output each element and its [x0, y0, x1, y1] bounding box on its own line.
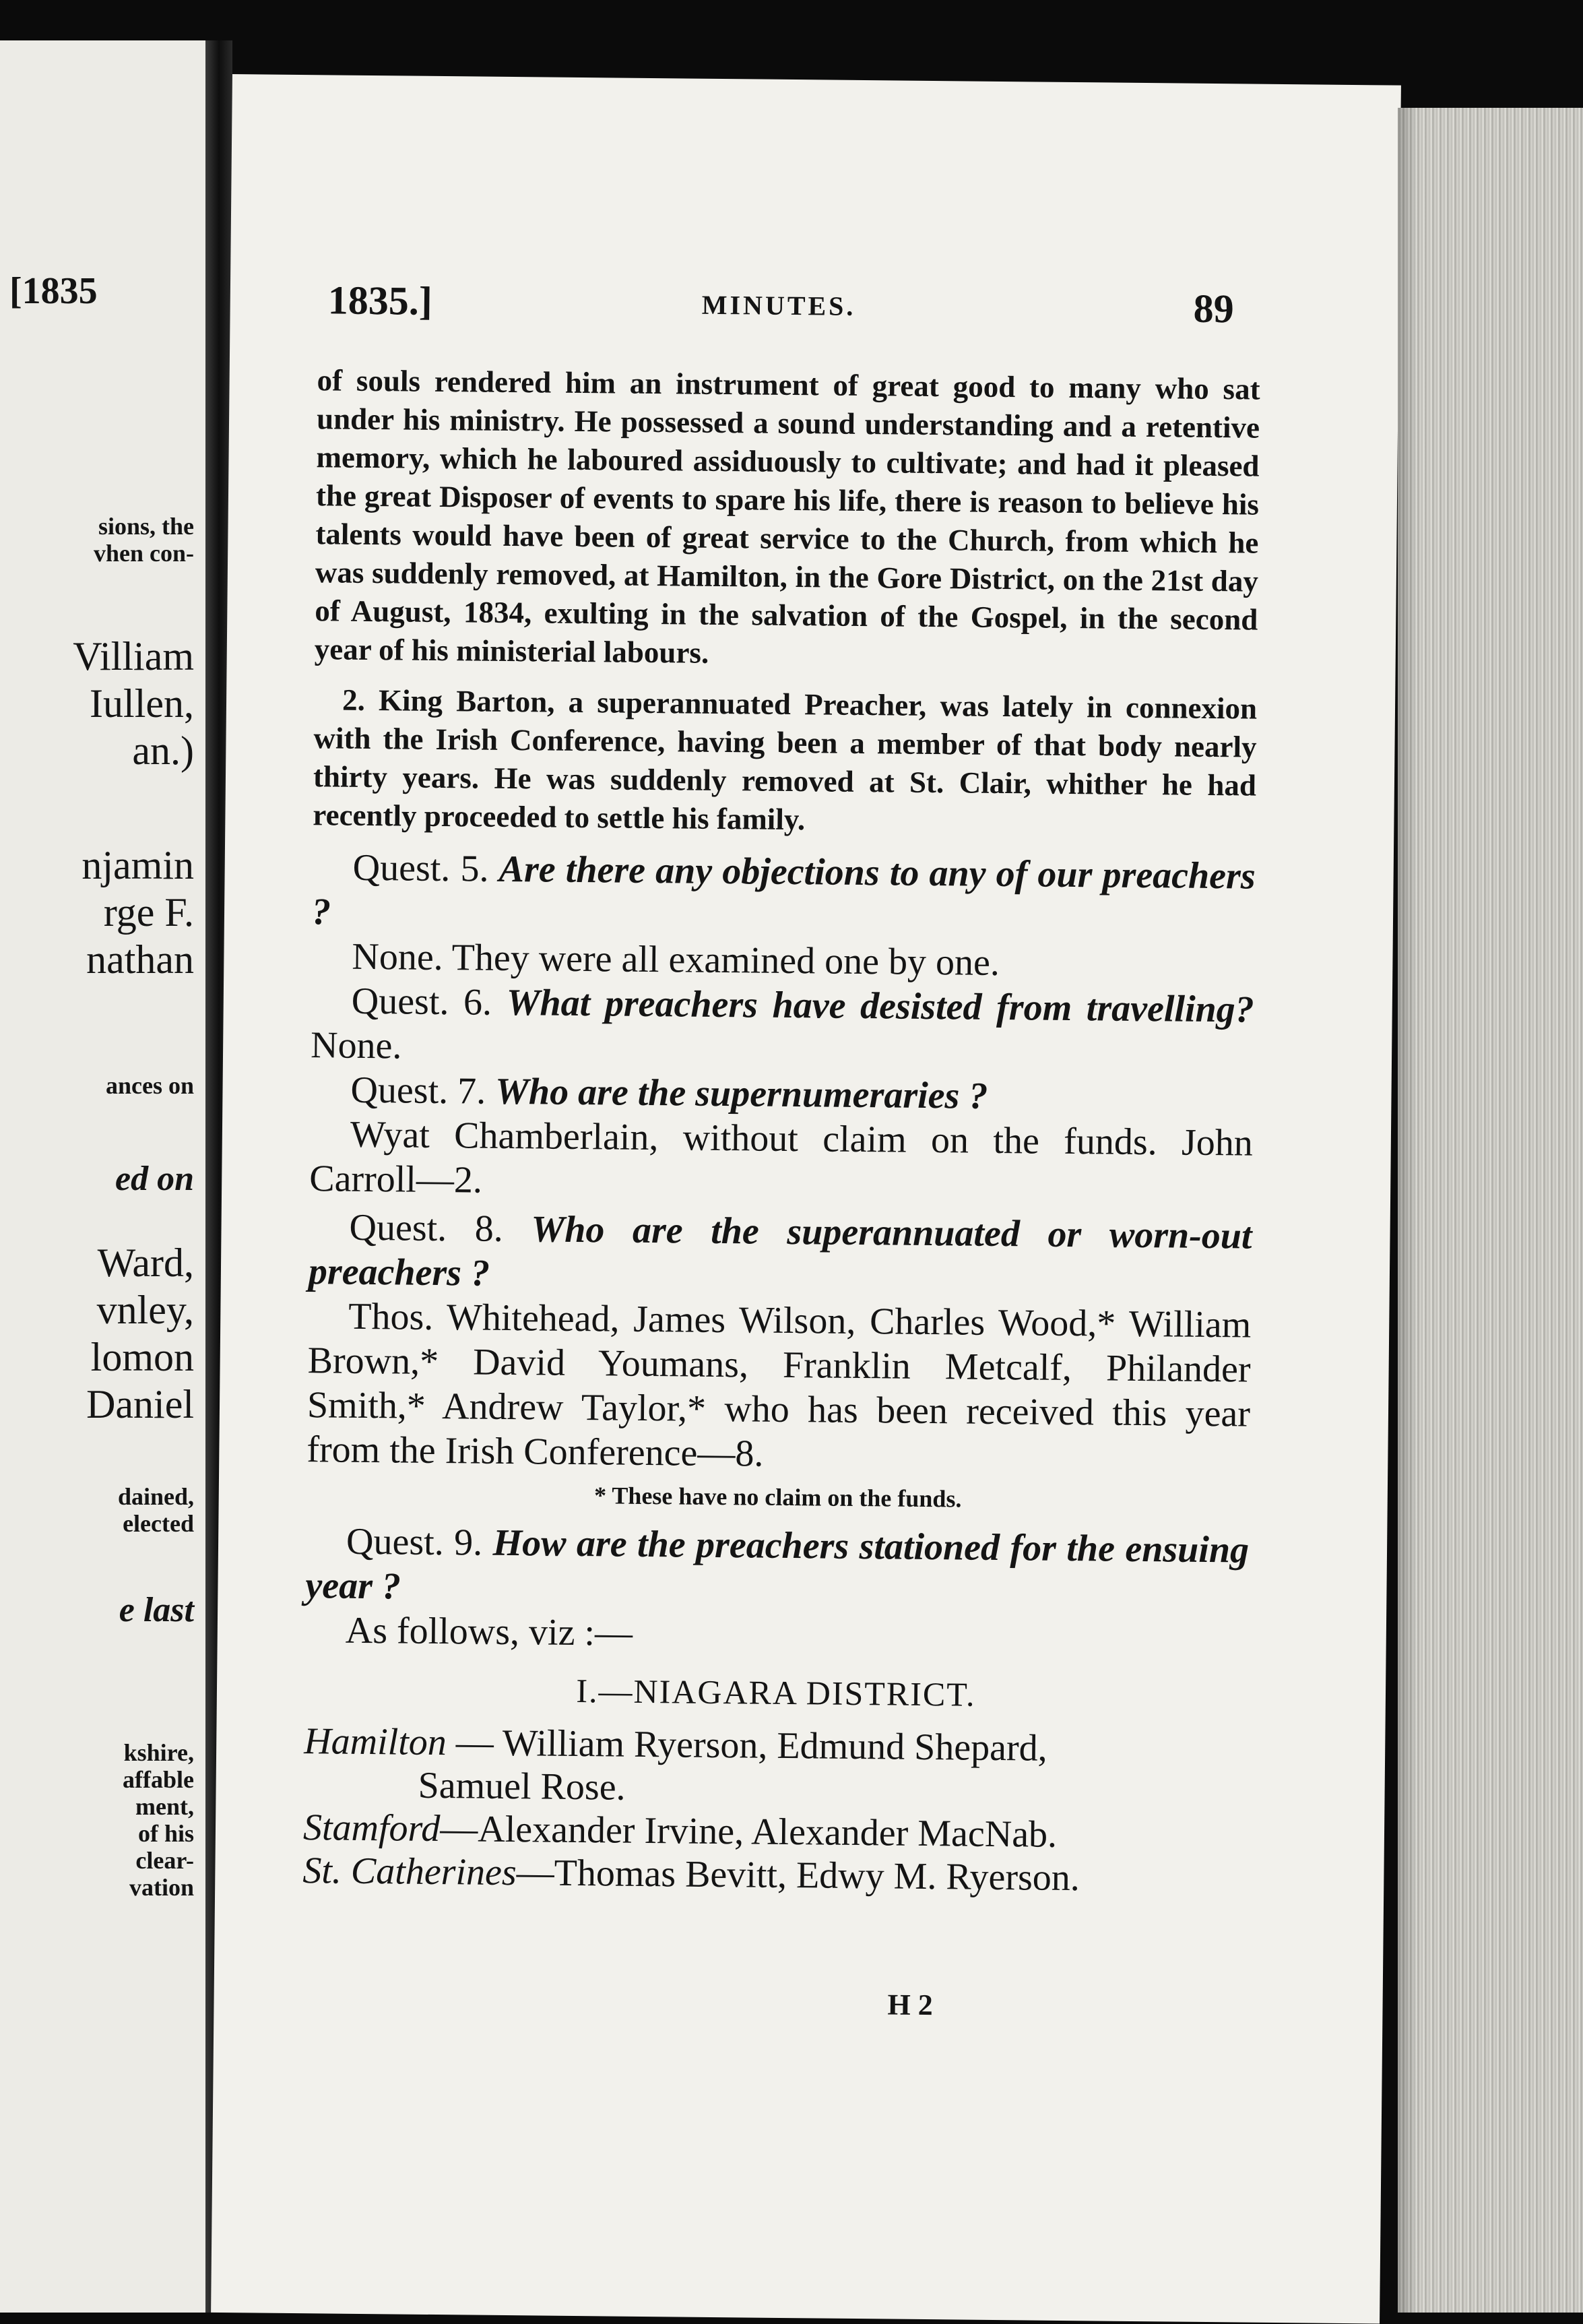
- question-9-label: Quest. 9.: [346, 1520, 483, 1564]
- left-page-line: Ward,: [97, 1240, 194, 1285]
- left-page-line: rge F.: [103, 890, 194, 935]
- paragraph-king-barton: 2. King Barton, a superannuated Preacher, was lately in connexion with the Irish Conference, having been a member of that body nearly thirty years. He was suddenly removed at St. Clair, whither he had recently proceeded to settle his family.: [313, 683, 1258, 837]
- running-head-year: 1835.]: [327, 278, 433, 323]
- footnote: * These have no claim on the funds.: [593, 1482, 962, 1513]
- page-edges: [1398, 108, 1583, 2313]
- left-page-line: kshire,: [123, 1739, 194, 1766]
- running-head-title: MINUTES.: [701, 289, 856, 321]
- question-6-label: Quest. 6.: [351, 980, 492, 1024]
- left-page-line: sions, the: [98, 513, 194, 540]
- station-separator: —: [516, 1852, 555, 1894]
- question-8-text: Who are the superannuated or worn-out preachers ?: [308, 1208, 1252, 1294]
- station-place: Hamilton: [303, 1720, 447, 1764]
- left-facing-page: [0, 40, 209, 2313]
- question-6-text: What preachers have desisted from travelling?: [506, 981, 1255, 1031]
- question-7-label: Quest. 7.: [350, 1069, 486, 1112]
- left-page-line: an.): [132, 728, 194, 773]
- left-page-line: Iullen,: [90, 681, 194, 726]
- left-page-line: Daniel: [86, 1382, 194, 1426]
- left-page-header: [1835: [9, 270, 98, 312]
- question-6: [311, 978, 1254, 1076]
- left-page-line: Villiam: [73, 634, 194, 679]
- page-number: 89: [1193, 286, 1235, 332]
- left-page-line: vation: [129, 1874, 194, 1901]
- answer-5: None. They were all examined one by one.: [352, 935, 1000, 984]
- answer-6: None.: [310, 1024, 402, 1067]
- running-head: [230, 276, 1399, 342]
- question-5-label: Quest. 5.: [352, 846, 489, 890]
- main-page: [211, 74, 1401, 2324]
- station-list: [302, 1720, 1247, 1901]
- answer-8: Thos. Whitehead, James Wilson, Charles Wood,* William Brown,* David Youmans, Franklin Metcalf, Philander Smith,* Andrew Taylor,* who has been received this year from the Irish Conference—8.: [306, 1295, 1252, 1475]
- station-preachers: Alexander Irvine, Alexander MacNab.: [477, 1808, 1058, 1856]
- left-page-line: of his: [137, 1820, 194, 1847]
- left-page-line: ances on: [105, 1072, 194, 1099]
- left-page-line: affable: [123, 1766, 194, 1793]
- left-page-line: e last: [119, 1591, 194, 1629]
- question-5: [312, 845, 1256, 943]
- left-page-line: clear-: [135, 1847, 194, 1874]
- left-page-line: nathan: [86, 937, 194, 982]
- left-page-line: elected: [123, 1510, 194, 1537]
- left-page-line: vnley,: [96, 1288, 194, 1332]
- left-page-line: vhen con-: [93, 540, 194, 567]
- station-place: St. Catherines: [302, 1850, 517, 1894]
- station-separator: —: [440, 1808, 478, 1850]
- station-entry: [302, 1849, 1246, 1901]
- district-heading: I.—NIAGARA DISTRICT.: [576, 1672, 976, 1714]
- station-separator: —: [446, 1722, 503, 1764]
- question-9-text: How are the preachers stationed for the ensuing year ?: [305, 1521, 1250, 1608]
- question-8: [309, 1205, 1252, 1302]
- answer-7: Wyat Chamberlain, without claim on the funds. John Carroll—2.: [309, 1113, 1254, 1201]
- station-continuation: Samuel Rose.: [418, 1764, 626, 1809]
- left-page-line: dained,: [117, 1483, 194, 1510]
- signature-mark: H 2: [887, 1988, 934, 2022]
- station-place: Stamford: [302, 1807, 441, 1850]
- answer-9: As follows, viz :—: [345, 1609, 633, 1654]
- question-7-text: Who are the supernumeraries ?: [494, 1070, 988, 1117]
- station-preachers: William Ryerson, Edmund Shepard,: [502, 1722, 1048, 1769]
- body-text: [302, 361, 1260, 1901]
- question-8-label: Quest. 8.: [349, 1206, 504, 1250]
- paragraph-obituary-continuation: of souls rendered him an instrument of great good to many who sat under his ministry. He possessed a sound understanding and a retentive memory, which he laboured assiduously to cultivate; and had it pleased the great Disposer of events to spare his life, there is reason to believe his talents would have been of great service to the Church, from which he was suddenly removed, at Hamilton, in the Gore District, on the 21st day of August, 1834, exulting in the salvation of the Gospel, in the second year of his ministerial labours.: [314, 363, 1260, 670]
- question-9: [305, 1519, 1249, 1616]
- left-page-line: njamin: [82, 843, 194, 887]
- station-preachers: Thomas Bevitt, Edwy M. Ryerson.: [554, 1852, 1080, 1899]
- left-page-line: ed on: [115, 1160, 194, 1198]
- left-page-line: lomon: [90, 1335, 194, 1379]
- page-edge-shadow: [1398, 108, 1418, 2313]
- question-5-text: Are there any objections to any of our preachers ?: [311, 848, 1256, 933]
- left-page-line: ment,: [135, 1793, 194, 1820]
